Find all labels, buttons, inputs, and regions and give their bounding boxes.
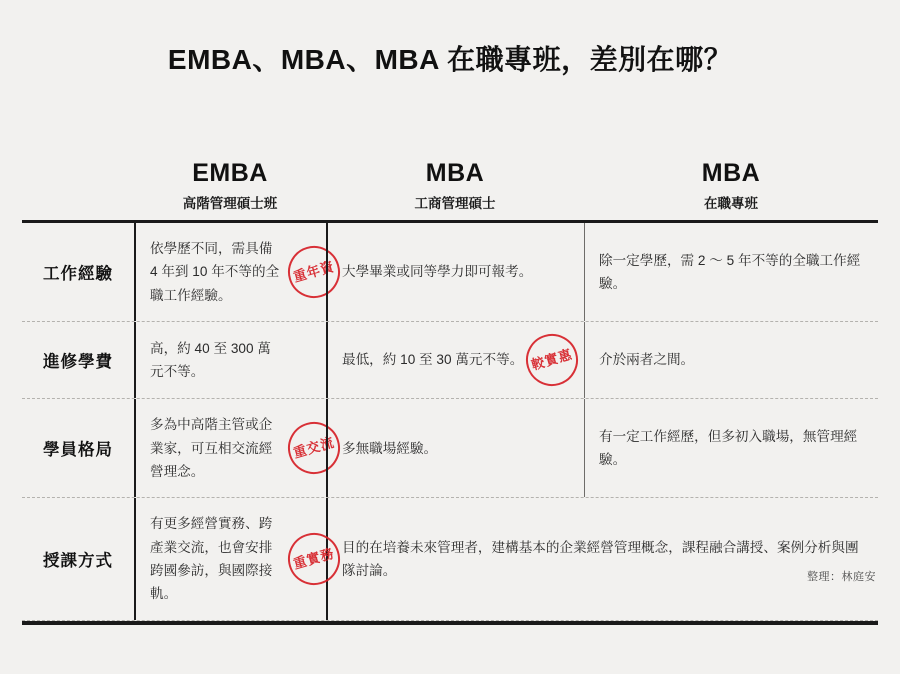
table-bottom-rule	[22, 621, 878, 625]
row-label-teaching-method: 授課方式	[43, 552, 113, 570]
column-header-mba-part-time-title: MBA	[701, 158, 761, 187]
cell-mba-tuition	[326, 322, 584, 398]
stamp-label: 較實惠	[529, 346, 575, 374]
cell-emba-tuition	[134, 322, 326, 398]
table-row	[22, 498, 878, 621]
cell-text: 目的在培養未來管理者，建構基本的企業經營管理概念，課程融合講授、案例分析與團隊討論。	[342, 539, 859, 578]
cell-emba-student-profile	[134, 399, 337, 497]
cell-emba-teaching-method	[134, 498, 337, 620]
cell-mba-teaching-method-merged	[326, 498, 878, 620]
column-header-mba-title: MBA	[425, 158, 485, 187]
column-header-emba-subtitle: 高階管理碩士班	[182, 196, 278, 211]
column-header-mba-subtitle: 工商管理碩士	[414, 196, 496, 211]
row-label-tuition: 進修學費	[43, 353, 113, 372]
cell-text: 依學歷不同，需具備 4 年到 10 年不等的全職工作經驗。	[150, 241, 280, 303]
table-row	[22, 322, 878, 399]
cell-mba-student-profile	[326, 399, 584, 497]
page-title: EMBA、MBA、MBA 在職專班，差別在哪？	[167, 44, 733, 75]
column-header-mba	[326, 158, 584, 218]
table-header-row	[22, 140, 878, 218]
table-row	[22, 223, 878, 322]
table-row	[22, 399, 878, 498]
cell-emba-work-experience	[134, 223, 337, 321]
cell-mba-part-time-work-experience	[584, 223, 878, 321]
credit-note: 整理：林庭安	[807, 571, 876, 583]
cell-mba-work-experience	[326, 223, 584, 321]
stamp-label: 重交流	[291, 434, 337, 462]
cell-mba-part-time-student-profile	[584, 399, 878, 497]
column-header-mba-part-time-subtitle: 在職專班	[704, 196, 758, 211]
column-header-mba-part-time	[584, 158, 878, 218]
cell-text: 高，約 40 至 300 萬元不等。	[150, 340, 271, 380]
stamp-badge-mba-tuition	[520, 328, 584, 392]
cell-text: 多無職場經驗。	[342, 440, 438, 456]
stamp-label: 重年資	[291, 258, 337, 286]
stamp-label: 重實務	[291, 545, 337, 573]
cell-mba-part-time-tuition	[584, 322, 878, 398]
column-header-emba	[134, 158, 326, 218]
comparison-table	[22, 140, 878, 625]
column-header-emba-title: EMBA	[192, 158, 268, 187]
cell-text: 大學畢業或同等學力即可報考。	[342, 264, 533, 280]
cell-text: 有一定工作經歷，但多初入職場，無管理經驗。	[599, 428, 858, 468]
row-label-student-profile: 學員格局	[43, 441, 113, 460]
cell-text: 多為中高階主管或企業家，可互相交流經營理念。	[150, 417, 273, 479]
cell-text: 有更多經營實務、跨產業交流，也會安排跨國參訪，與國際接軌。	[150, 516, 273, 602]
cell-text: 除一定學歷，需 2 ～ 5 年不等的全職工作經驗。	[599, 252, 861, 292]
cell-text: 最低，約 10 至 30 萬元不等。	[342, 352, 524, 368]
row-label-work-experience: 工作經驗	[43, 265, 113, 284]
cell-text: 介於兩者之間。	[599, 352, 695, 368]
